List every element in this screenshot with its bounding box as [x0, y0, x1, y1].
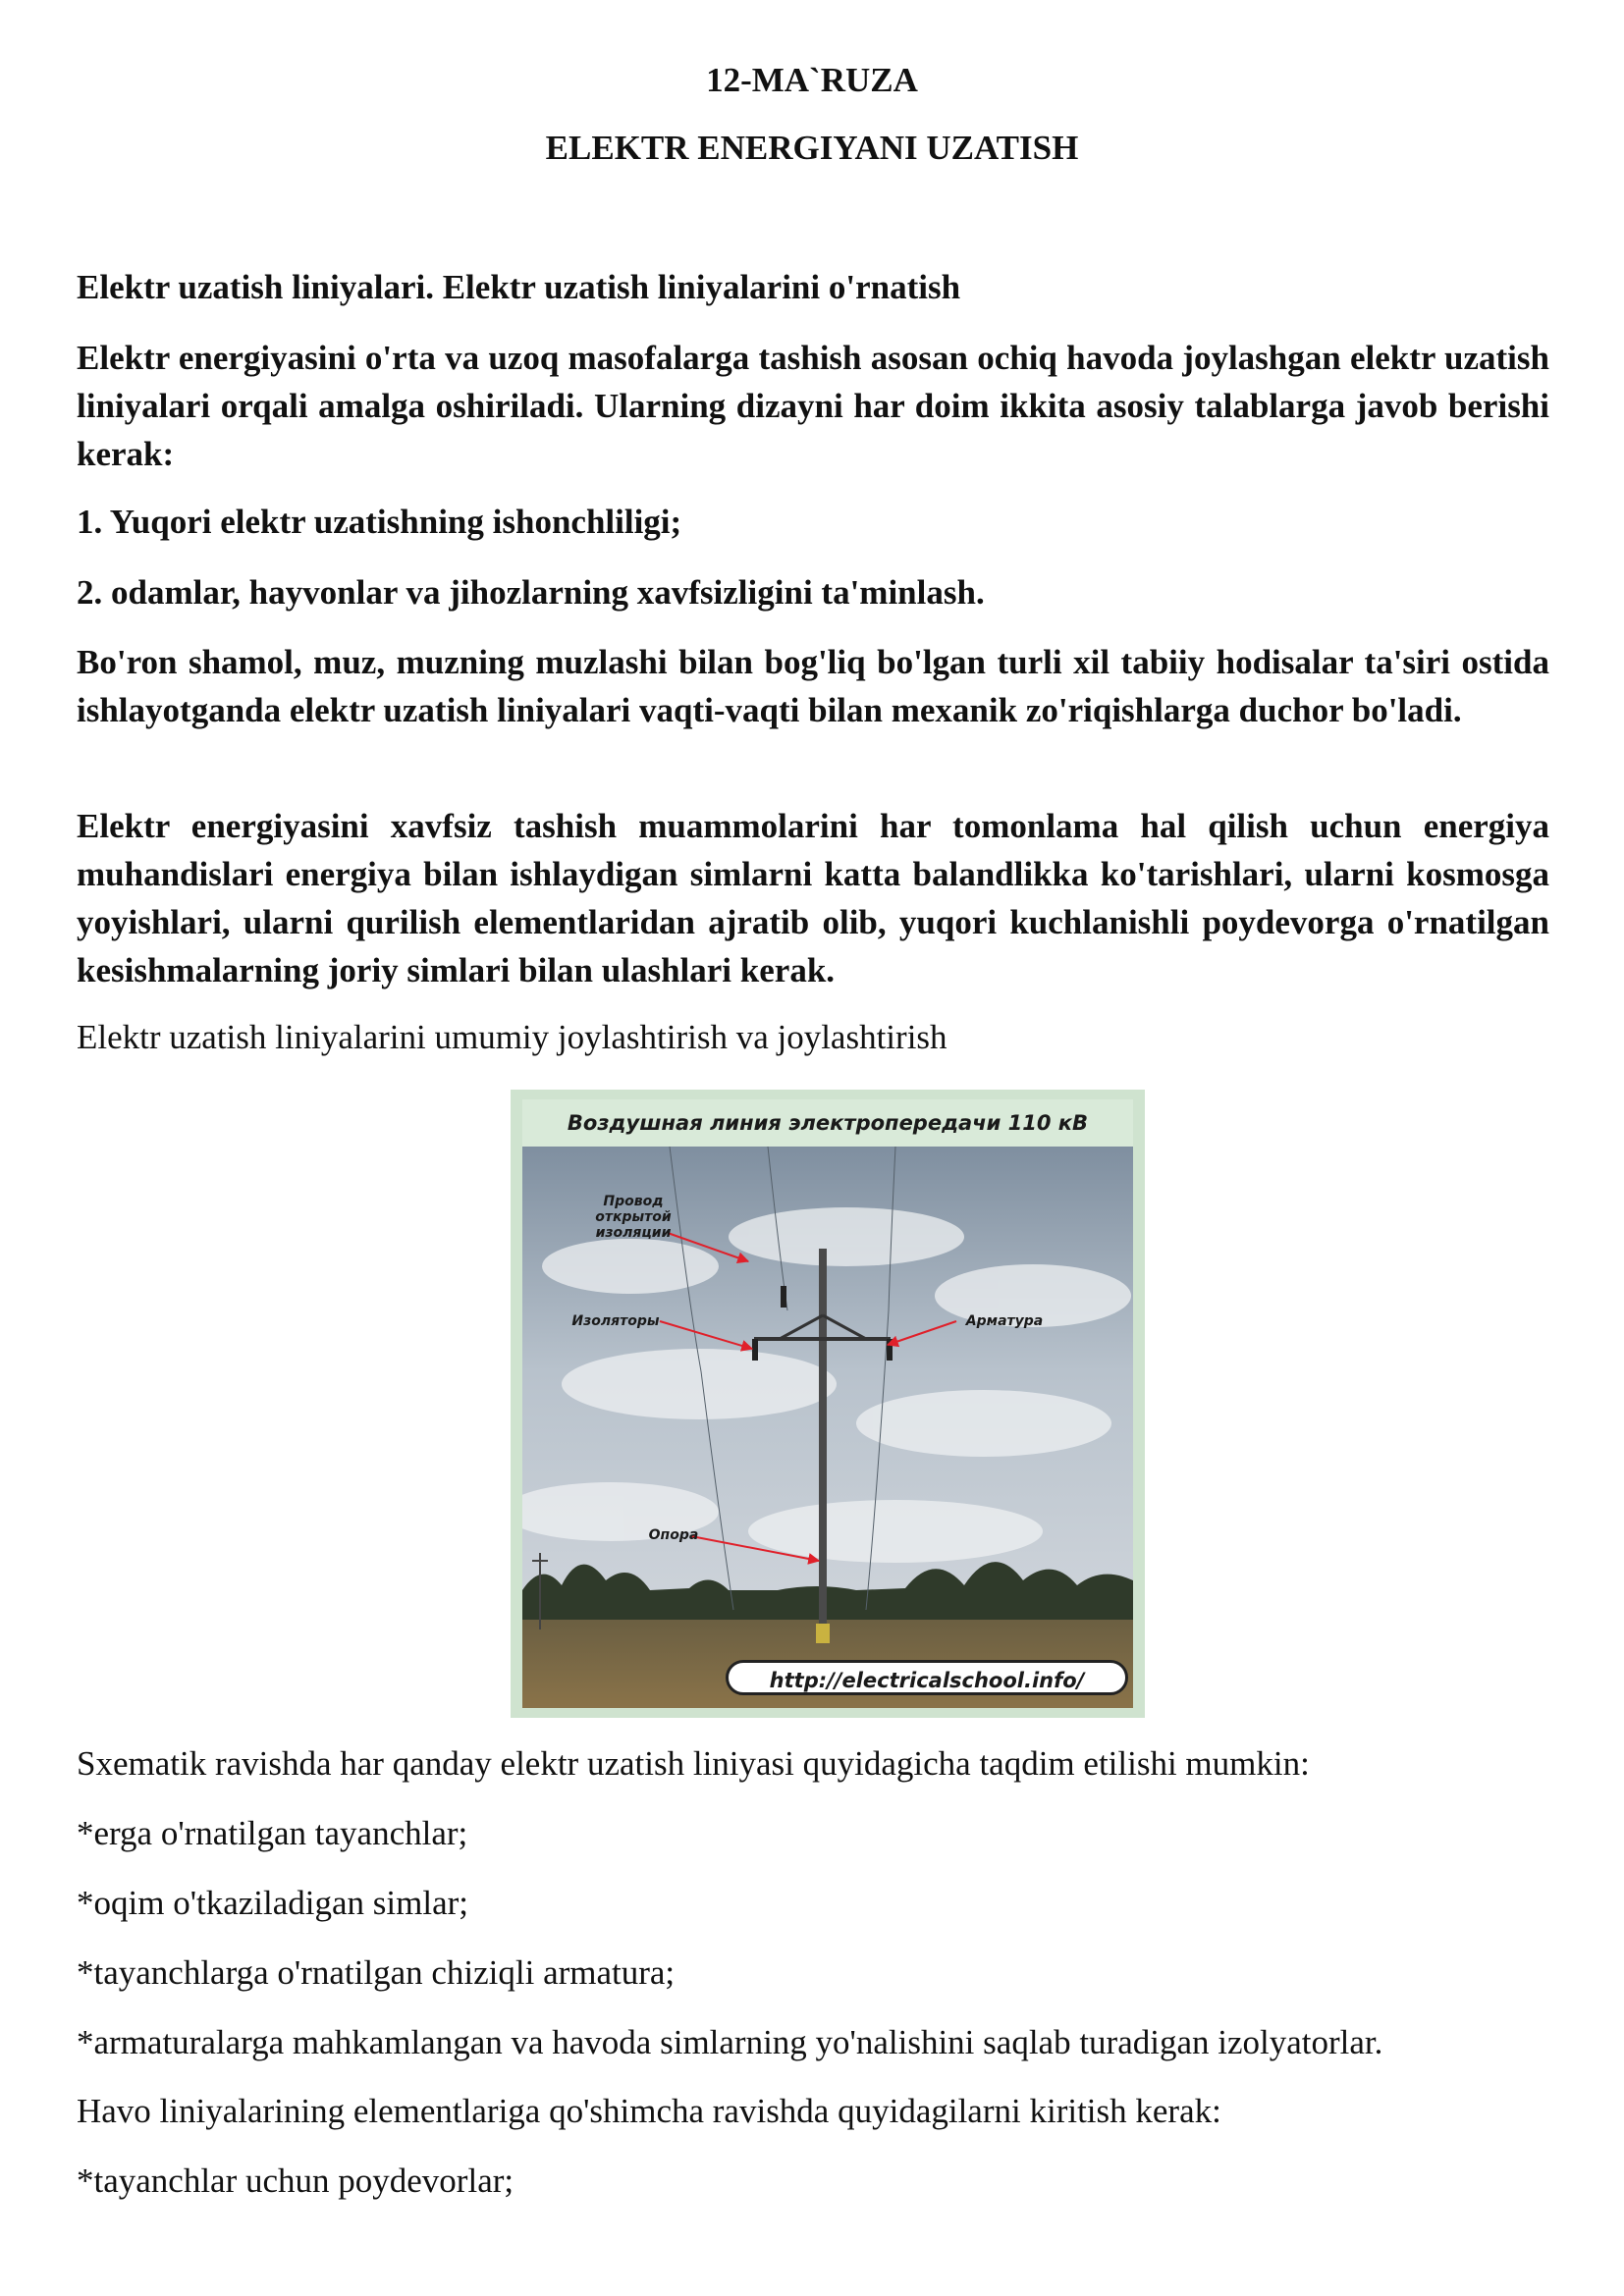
figure-intro-text: Elektr uzatish liniyalarini umumiy joylashtirish va joylashtirish — [77, 1018, 947, 1056]
list-item-foundations: *tayanchlar uchun poydevorlar; — [77, 2162, 514, 2200]
source-url: http://electricalschool.info/ — [726, 1660, 1128, 1695]
list-item-fittings: *tayanchlarga o'rnatilgan chiziqli armatura; — [77, 1953, 676, 1992]
insulator-right — [887, 1339, 893, 1361]
support-pole — [819, 1249, 827, 1629]
list-item-wires: *oqim o'tkaziladigan simlar; — [77, 1884, 468, 1922]
label-support: Опора — [648, 1527, 699, 1543]
lecture-number: 12-MA`RUZA — [706, 61, 918, 99]
power-line-photo — [511, 1090, 1145, 1718]
insulator-top — [781, 1286, 786, 1308]
label-fittings: Арматура — [965, 1313, 1044, 1329]
figure-caption: Воздушная линия электропередачи 110 кВ — [522, 1099, 1133, 1147]
paragraph-safe-transport: Elektr energiyasini xavfsiz tashish muammolarini har tomonlama hal qilish uchun energiya muhandislari energiya bilan ishlaydigan simlarni katta balandlikka ko'tarishlari, ularni kosmosga yoyishlari, ularni qurilish elementlaridan ajratib olib, yuqori kuchlanishli poydevorga o'rnatilgan kesishmalarning joriy simlari bilan ulashlari kerak. — [77, 807, 1549, 989]
list-item-reliability: 1. Yuqori elektr uzatishning ishonchliligi; — [77, 503, 682, 541]
additional-elements-intro: Havo liniyalarining elementlariga qo'shimcha ravishda quyidagilarni kiritish kerak: — [77, 2092, 1221, 2130]
list-item-insulators: *armaturalarga mahkamlangan va havoda simlarning yo'nalishini saqlab turadigan izolyatorlar. — [77, 2023, 1383, 2061]
paragraph-natural-phenomena: Bo'ron shamol, muz, muzning muzlashi bilan bog'liq bo'lgan turli xil tabiiy hodisalar ta'siri ostida ishlayotganda elektr uzatish liniyalari vaqti-vaqti bilan mexanik zo'riqishlarga duchor bo'ladi. — [77, 643, 1549, 729]
list-item-supports: *erga o'rnatilgan tayanchlar; — [77, 1814, 468, 1852]
paragraph-intro: Elektr energiyasini o'rta va uzoq masofalarga tashish asosan ochiq havoda joylashgan elektr uzatish liniyalari orqali amalga oshiriladi. Ularning dizayni har doim ikkita asosiy talablarga javob berishi kerak: — [77, 339, 1549, 473]
power-line-illustration — [522, 1099, 1133, 1708]
label-insulators: Изоляторы — [571, 1313, 660, 1329]
section-heading: Elektr uzatish liniyalari. Elektr uzatish liniyalarini o'rnatish — [77, 268, 961, 306]
lecture-topic: ELEKTR ENERGIYANI UZATISH — [545, 129, 1079, 167]
schematic-intro: Sxematik ravishda har qanday elektr uzatish liniyasi quyidagicha taqdim etilishi mumkin: — [77, 1744, 1310, 1783]
insulator-left — [752, 1339, 758, 1361]
label-wire: Провод открытой изоляции — [595, 1194, 672, 1241]
list-item-safety: 2. odamlar, hayvonlar va jihozlarning xavfsizligini ta'minlash. — [77, 573, 985, 612]
